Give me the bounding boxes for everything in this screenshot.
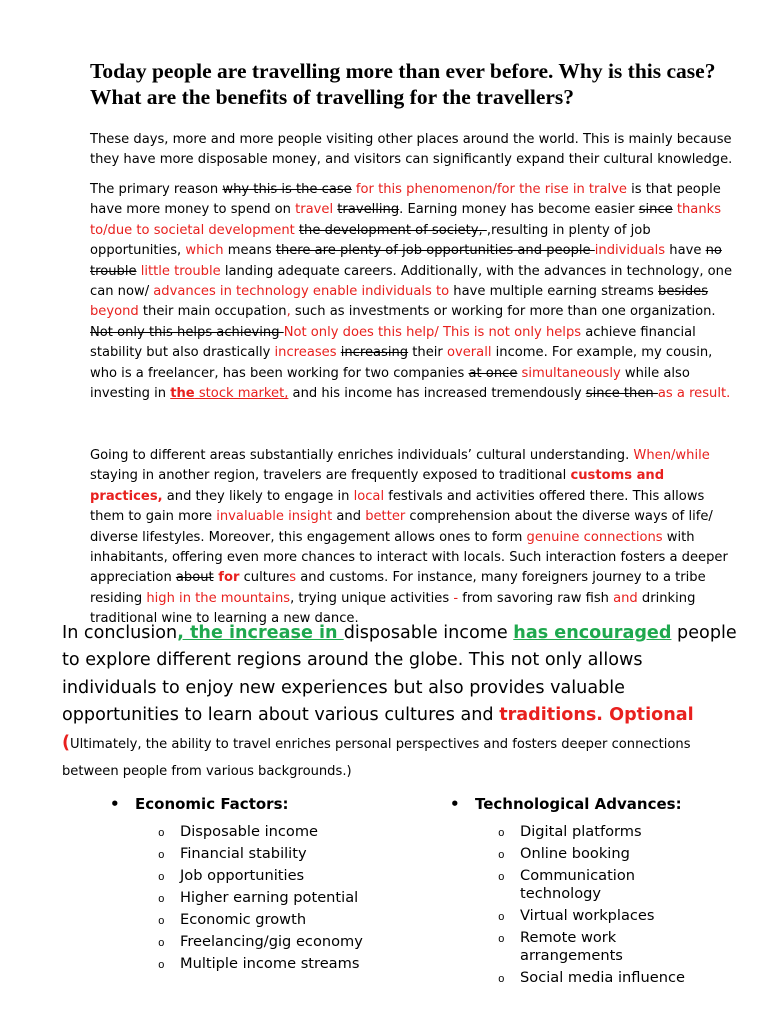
inserted-text: which bbox=[185, 243, 224, 259]
text-run: have bbox=[665, 243, 706, 259]
inserted-text: advances in technology enable individuals to bbox=[153, 284, 450, 300]
text-run: have multiple earning streams bbox=[449, 284, 659, 300]
inserted-text: , bbox=[286, 304, 291, 320]
economic-factors-heading bbox=[110, 793, 410, 815]
text-run: In conclusion bbox=[62, 623, 178, 643]
bullet-icon: • bbox=[450, 795, 460, 813]
inserted-text: stock market, bbox=[194, 386, 289, 402]
text-run: and bbox=[332, 509, 366, 525]
text-run: and they likely to engage in bbox=[162, 488, 354, 504]
list-item bbox=[450, 823, 700, 841]
list-item bbox=[450, 845, 700, 863]
list-item bbox=[110, 867, 410, 885]
deleted-text: since bbox=[638, 202, 673, 218]
highlighted-insert: has encouraged bbox=[513, 623, 672, 643]
text-run: disposable income bbox=[343, 623, 514, 643]
list-item bbox=[450, 969, 700, 987]
text-run: culture bbox=[239, 570, 290, 586]
deleted-text: increasing bbox=[340, 345, 409, 361]
list-item-text: Remote work arrangements bbox=[520, 929, 623, 964]
sub-bullet-icon: o bbox=[498, 912, 505, 924]
inserted-text: customs and practices, bbox=[90, 468, 665, 504]
sub-bullet-icon: o bbox=[498, 872, 505, 884]
inserted-text: s bbox=[289, 570, 297, 586]
deleted-text: since then bbox=[585, 386, 658, 402]
text-run: is that people have more money to spend on bbox=[90, 182, 721, 218]
text-run: ,resulting in plenty of job opportunities, bbox=[90, 222, 651, 259]
list-item-text: Multiple income streams bbox=[180, 955, 360, 972]
inserted-text: increases bbox=[274, 345, 337, 361]
inserted-text: overall bbox=[446, 345, 492, 361]
inserted-text: for this phenomenon/for the rise in tralve bbox=[351, 182, 627, 197]
technological-advances-heading bbox=[450, 793, 740, 815]
inserted-text: When/while bbox=[633, 448, 710, 463]
reason-paragraph bbox=[90, 180, 735, 404]
list-item bbox=[110, 911, 410, 929]
text-run: and customs. For instance, many foreigners journey to a tribe residing bbox=[90, 570, 706, 606]
text-run: comprehension about the diverse ways of life/ diverse lifestyles. Moreover, this engagement allows ones to form bbox=[90, 509, 713, 545]
sub-bullet-icon: o bbox=[158, 916, 165, 928]
list-item bbox=[450, 907, 700, 925]
inserted-text: high in the mountains bbox=[146, 590, 291, 606]
sub-bullet-icon: o bbox=[158, 938, 165, 950]
sub-bullet-icon: o bbox=[498, 934, 505, 946]
text-run: their bbox=[408, 345, 447, 361]
inserted-text: the bbox=[170, 386, 195, 402]
sub-bullet-icon: o bbox=[498, 974, 505, 986]
deleted-text: besides bbox=[658, 284, 709, 300]
inserted-text: thanks to/due to societal development bbox=[90, 202, 722, 238]
list-item-text: Higher earning potential bbox=[180, 889, 359, 906]
inserted-text: little trouble bbox=[136, 263, 221, 279]
text-run: staying in another region, travelers are frequently exposed to traditional bbox=[90, 468, 571, 484]
sub-bullet-icon: o bbox=[498, 850, 505, 862]
economic-factors-column bbox=[110, 793, 410, 977]
list-item-text: Online booking bbox=[520, 845, 630, 862]
culture-paragraph bbox=[90, 446, 735, 630]
list-item bbox=[110, 889, 410, 907]
inserted-text: as a result. bbox=[657, 386, 731, 402]
sub-bullet-icon: o bbox=[158, 850, 165, 862]
text-run: landing adequate careers. Additionally, with the advances in technology, one can now/ bbox=[90, 263, 733, 300]
sub-bullet-icon: o bbox=[158, 960, 165, 972]
deleted-text: there are plenty of job opportunities and people bbox=[275, 243, 595, 259]
text-run: . Earning money has become easier bbox=[399, 202, 639, 218]
sub-bullet-icon: o bbox=[158, 828, 165, 840]
inserted-text: travel bbox=[295, 202, 334, 218]
economic-factors-list bbox=[110, 823, 410, 973]
deleted-text: about bbox=[175, 570, 214, 586]
list-item-text: Communication technology bbox=[520, 867, 636, 902]
essay-title: Today people are travelling more than ever before. Why is this case? What are the benefits of travelling for the travellers? bbox=[90, 59, 716, 109]
inserted-text: better bbox=[365, 509, 406, 525]
list-item-text: Disposable income bbox=[180, 823, 319, 840]
sub-bullet-icon: o bbox=[498, 828, 505, 840]
text-run: The primary reason bbox=[90, 182, 223, 197]
inserted-text: individuals bbox=[594, 243, 666, 259]
text-run: people to explore different regions around the globe. This not only allows individuals to enjoy new experiences but also provides valuable opportunities to learn about various cultures and bbox=[62, 623, 737, 726]
text-run: and his income has increased tremendously bbox=[288, 386, 586, 402]
intro-paragraph: These days, more and more people visiting other places around the world. This is mainly because they have more disposable money, and visitors can significantly expand their cultural knowledge. bbox=[90, 132, 733, 167]
heading-text: Technological Advances: bbox=[475, 795, 682, 813]
deleted-text: no trouble bbox=[90, 243, 722, 279]
optional-sentence: Ultimately, the ability to travel enriches personal perspectives and fosters deeper connections between people from various backgrounds.) bbox=[62, 736, 691, 780]
text-run: Going to different areas substantially enriches individuals’ cultural understanding. bbox=[90, 448, 634, 463]
technological-advances-list bbox=[450, 823, 740, 987]
conclusion-paragraph bbox=[62, 620, 742, 784]
text-run: festivals and activities offered there. This allows them to gain more bbox=[90, 488, 705, 525]
inserted-text: Not only does this help/ This is not only helps bbox=[283, 324, 582, 340]
list-item-text: Virtual workplaces bbox=[520, 907, 655, 924]
text-run: drinking traditional wine to learning a new dance. bbox=[90, 590, 696, 627]
deleted-text: why this is the case bbox=[222, 182, 352, 197]
list-item bbox=[110, 845, 410, 863]
inserted-text: invaluable insight bbox=[216, 509, 333, 525]
inserted-text: simultaneously bbox=[517, 365, 621, 381]
text-run: while also investing in bbox=[90, 365, 690, 402]
text-run: their main occupation bbox=[138, 304, 287, 320]
list-item bbox=[450, 867, 700, 903]
text-run: from savoring raw fish bbox=[458, 590, 614, 606]
inserted-text: for bbox=[213, 570, 240, 586]
inserted-text: local bbox=[353, 488, 385, 504]
highlighted-insert: , the increase in bbox=[177, 623, 344, 643]
heading-text: Economic Factors: bbox=[135, 795, 289, 813]
text-run: with inhabitants, offering even more chances to interact with locals. Such interaction fosters a deeper appreciation bbox=[90, 529, 728, 586]
list-item-text: Economic growth bbox=[180, 911, 307, 928]
list-item-text: Financial stability bbox=[180, 845, 307, 862]
list-item bbox=[110, 823, 410, 841]
text-run: means bbox=[223, 243, 276, 259]
inserted-text: traditions. Optional ( bbox=[62, 705, 694, 753]
sub-bullet-icon: o bbox=[158, 894, 165, 906]
list-item bbox=[110, 955, 410, 973]
inserted-text: genuine connections bbox=[526, 529, 663, 545]
inserted-text: and bbox=[613, 590, 638, 606]
inserted-text: - bbox=[453, 590, 459, 606]
text-run: achieve financial stability but also drastically bbox=[90, 324, 696, 361]
deleted-text: at once bbox=[468, 365, 518, 381]
bullet-icon: • bbox=[110, 795, 120, 813]
text-run: such as investments or working for more than one organization. bbox=[290, 304, 716, 320]
inserted-text: beyond bbox=[90, 304, 139, 320]
deleted-text: Not only this helps achieving bbox=[90, 324, 284, 340]
sub-bullet-icon: o bbox=[158, 872, 165, 884]
text-run: , trying unique activities bbox=[290, 590, 454, 606]
list-item bbox=[450, 929, 700, 965]
deleted-text: travelling bbox=[337, 202, 400, 218]
technological-advances-column bbox=[450, 793, 740, 991]
list-item-text: Social media influence bbox=[520, 969, 685, 986]
list-item-text: Job opportunities bbox=[180, 867, 305, 884]
list-item-text: Digital platforms bbox=[520, 823, 642, 840]
list-item bbox=[110, 933, 410, 951]
text-run: income. For example, my cousin, who is a freelancer, has been working for two companies bbox=[90, 345, 713, 381]
deleted-text: the development of society, bbox=[298, 222, 487, 238]
list-item-text: Freelancing/gig economy bbox=[180, 933, 363, 950]
